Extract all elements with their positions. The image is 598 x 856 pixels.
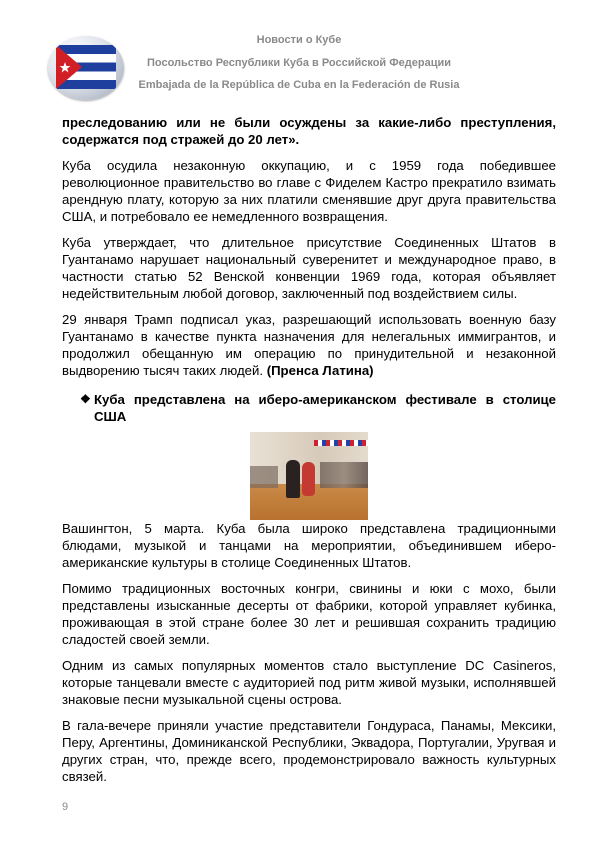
header-embassy-ru: Посольство Республики Куба в Российской Федерации xyxy=(147,57,451,69)
article2-photo xyxy=(250,432,368,520)
header-title: Новости о Кубе xyxy=(256,34,342,46)
diamond-bullet-icon: ❖ xyxy=(80,392,91,406)
article1-paragraph-4-text: 29 января Трамп подписал указ, разрешающий использовать военную базу Гуантанамо в качестве пункта назначения для нелегальных иммигрантов, и продолжил обещанную им операцию по принудительной и незаконной выдворению тысяч таких людей. xyxy=(62,312,556,378)
article1-paragraph-1 xyxy=(62,114,556,148)
article1-quote-end: преследованию или не были осуждены за какие-либо преступления, содержатся под стражей до 20 лет». xyxy=(62,115,556,147)
article1-paragraph-2: Куба осудила незаконную оккупацию, и с 1959 года победившее революционное правительство во главе с Фиделем Кастро прекратило взимать арендную плату, которую за них платили сменявшие друг друга правительства США, и потребовало ее немедленного возвращения. xyxy=(62,158,556,224)
article2-heading xyxy=(62,391,556,425)
article1-paragraph-4 xyxy=(62,311,556,379)
article2-paragraph-2: Помимо традиционных восточных конгри, свинины и юки с мохо, были представлены изысканные десерты от фабрики, которой управляет кубинка, проживающая в этой стране более 30 лет и решившая сохранить традицию сладостей своей земли. xyxy=(62,581,556,647)
article1-source: (Пренса Латина) xyxy=(266,363,374,378)
article1-paragraph-3: Куба утверждает, что длительное присутствие Соединенных Штатов в Гуантанамо нарушает национальный суверенитет и международное право, в частности статью 52 Венской конвенции 1969 года, которая объявляет недействительным любой договор, заключенный под воздействием силы. xyxy=(62,235,556,301)
article2-paragraph-3: Одним из самых популярных моментов стало выступление DC Casineros, которые танцевали вместе с аудиторией под ритм живой музыки, исполнявшей знаковые песни музыкальной сцены острова. xyxy=(62,658,556,707)
page-number: 9 xyxy=(62,801,69,813)
page-content xyxy=(62,114,556,794)
article2-paragraph-4: В гала-вечере приняли участие представители Гондураса, Панамы, Мексики, Перу, Аргентины, Доминиканской Республики, Эквадора, Португалии, Уругвая и других стран, что, прежде всего, продемонстрировало важность культурных связей. xyxy=(62,718,556,784)
page-header xyxy=(0,0,598,110)
article2-paragraph-1: Вашингтон, 5 марта. Куба была широко представлена традиционными блюдами, музыкой и танцами на мероприятии, объединившем иберо-американские культуры в столице Соединенных Штатов. xyxy=(62,521,556,570)
article2-title: Куба представлена на иберо-американском фестивале в столице США xyxy=(94,392,556,424)
header-embassy-es: Embajada de la República de Cuba en la Federación de Rusia xyxy=(138,79,460,91)
